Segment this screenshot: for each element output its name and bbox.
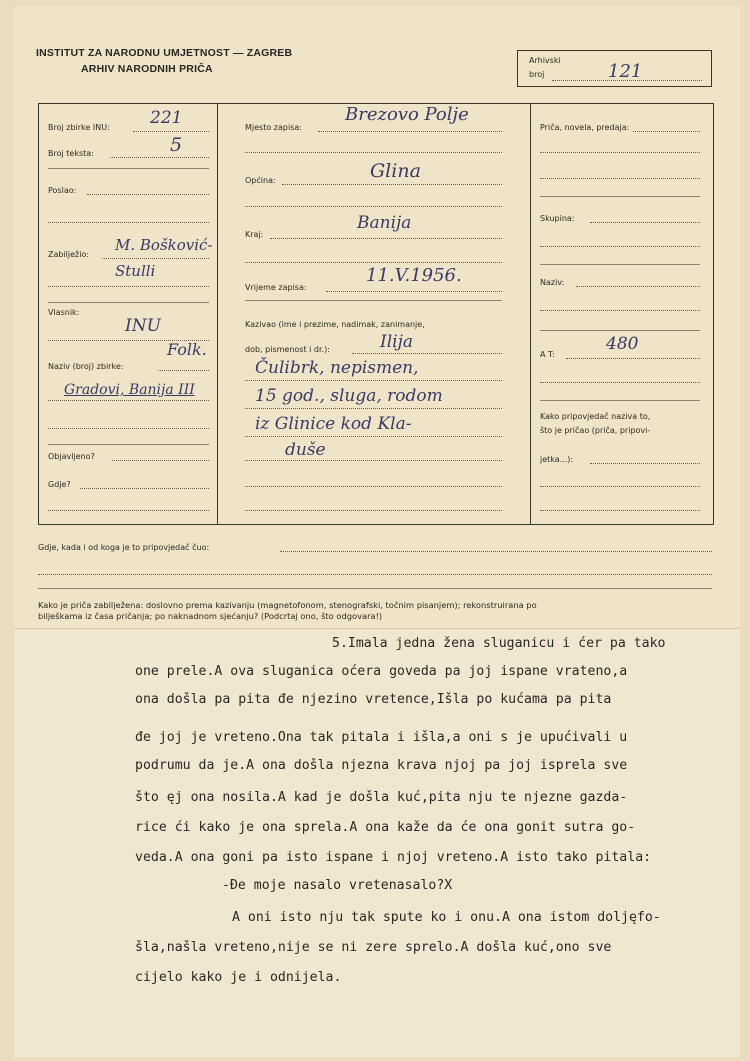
kraj-value: Banija: [357, 213, 412, 233]
kazivao-value-4: iz Glinice kod Kla-: [255, 414, 412, 434]
mjesto-label: Mjesto zapisa:: [245, 123, 302, 132]
broj-zbirke-value: 221: [150, 108, 183, 128]
story-line: 5.Imala jedna žena sluganicu i ćer pa tako: [332, 636, 666, 651]
kako-label-2: što je pričao (priča, pripovi-: [540, 426, 651, 435]
vrijeme-label: Vrijeme zapisa:: [245, 283, 307, 292]
zabiljezio-label: Zabilježio:: [48, 250, 90, 259]
story-line: cijelo kako je i odnijela.: [135, 970, 342, 985]
naziv-zbirke-value-2: Gradovi, Banija III: [64, 382, 195, 398]
naziv-label: Naziv:: [540, 278, 565, 287]
vrijeme-value: 11.V.1956.: [366, 265, 462, 286]
story-line: rice ći kako je ona sprela.A ona kaže da će ona gonit sutra go-: [135, 820, 636, 835]
kazivao-label-1: Kazivao (ime i prezime, nadimak, zanimanje,: [245, 320, 425, 329]
vlasnik-label: Vlasnik:: [48, 308, 80, 317]
story-line: A oni isto nju tak spute ko i onu.A ona istom doljęfo-: [232, 910, 661, 925]
kazivao-value-3: 15 god., sluga, rodom: [255, 386, 443, 406]
gdje-label: Gdje?: [48, 480, 71, 489]
kazivao-value-1: Ilija: [380, 332, 413, 352]
story-line: đe joj je vreteno.Ona tak pitala i išla,a oni s je upućivali u: [135, 730, 628, 745]
broj-zbirke-label: Broj zbirke INU:: [48, 123, 110, 132]
naziv-zbirke-label: Naziv (broj) zbirke:: [48, 362, 124, 371]
broj-label: broj: [529, 70, 545, 79]
broj-teksta-value: 5: [170, 134, 183, 156]
opcina-label: Općina:: [245, 176, 276, 185]
story-line: ona došla pa pita đe njezino vretence,Išla po kućama pa pita: [135, 692, 612, 707]
objavljeno-label: Objavljeno?: [48, 452, 95, 461]
kako-label-1: Kako pripovjedač naziva to,: [540, 412, 651, 421]
opcina-value: Glina: [370, 160, 421, 182]
kazivao-label-2: dob, pismenost i dr.):: [245, 345, 330, 354]
vlasnik-value: INU: [125, 316, 161, 336]
archive-number-value: 121: [608, 61, 643, 82]
prica-label: Priča, novela, predaja:: [540, 123, 630, 132]
archive-name: ARHIV NARODNIH PRIČA: [81, 63, 213, 75]
at-value: 480: [606, 334, 639, 354]
archive-number-box: [517, 50, 712, 87]
at-label: A T:: [540, 350, 555, 359]
story-line: veda.A ona goni pa isto ispane i njoj vreteno.A isto tako pitala:: [135, 850, 652, 865]
story-line: -Đe moje nasalo vretenasalo?X: [222, 878, 453, 893]
zabiljezena-line-2: bilješkama iz časa pričanja; po naknadnom sjećanju? (Podcrtaj ono, što odgovara!): [38, 611, 383, 621]
poslao-label: Poslao:: [48, 186, 77, 195]
story-line: što ęj ona nosila.A kad je došla kuć,pita nju te njezne gazda-: [135, 790, 628, 805]
institute-name: INSTITUT ZA NARODNU UMJETNOST — ZAGREB: [36, 47, 293, 59]
kraj-label: Kraj:: [245, 230, 264, 239]
zabiljezena-line-1: Kako je priča zabilježena: doslovno prema kazivanju (magnetofonom, stenografski, točnim pisanjem); rekonstruirana po: [38, 600, 537, 610]
zabiljezio-value-1: M. Bošković-: [115, 236, 213, 254]
arhivski-label: Arhivski: [529, 56, 561, 65]
story-line: podrumu da je.A ona došla njezna krava njoj pa joj isprela sve: [135, 758, 628, 773]
story-line: šla,našla vreteno,nije se ni zere sprelo.A došla kuć,ono sve: [135, 940, 612, 955]
kazivao-value-2: Čulibrk, nepismen,: [255, 358, 419, 378]
broj-teksta-label: Broj teksta:: [48, 149, 94, 158]
skupina-label: Skupina:: [540, 214, 575, 223]
kako-label-3: jetka...):: [540, 455, 574, 464]
mjesto-value: Brezovo Polje: [345, 104, 469, 125]
kazivao-value-5: duše: [285, 440, 326, 460]
zabiljezio-value-2: Stulli: [115, 262, 156, 280]
story-line: one prele.A ova sluganica oćera goveda pa joj ispane vrateno,a: [135, 664, 628, 679]
gdje-kada-label: Gdje, kada i od koga je to pripovjedač čuo:: [38, 543, 210, 552]
naziv-zbirke-value-1: Folk.: [167, 340, 207, 359]
